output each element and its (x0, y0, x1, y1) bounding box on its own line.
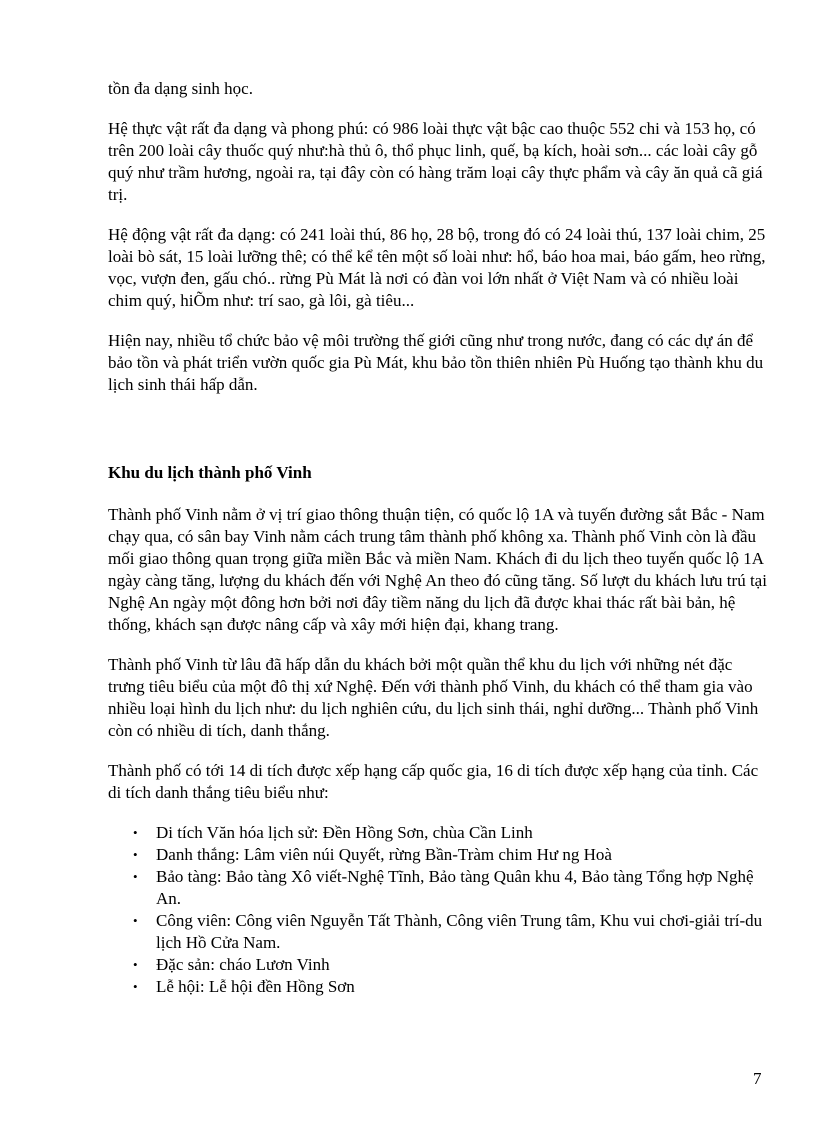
paragraph-vinh-location: Thành phố Vinh nằm ở vị trí giao thông thuận tiện, có quốc lộ 1A và tuyến đường sắt Bắc - Nam chạy qua, có sân bay Vinh nằm cách trung tâm thành phố không xa. Thành phố Vinh còn là đầu mối giao thông quan trọng giữa miền Bắc và miền Nam. Khách đi du lịch theo tuyến quốc lộ 1A ngày càng tăng, lượng du khách đến với Nghệ An theo đó cũng tăng. Số lượt du khách lưu trú tại Nghệ An ngày một đông hơn bởi nơi đây tiềm năng du lịch đã được khai thác rất bài bản, hệ thống, khách sạn được nâng cấp và xây mới hiện đại, khang trang. (108, 505, 767, 634)
document-page (108, 78, 772, 998)
list-item-text: Đặc sản: cháo Lươn Vinh (156, 955, 330, 974)
list-item-text: Lễ hội: Lễ hội đền Hồng Sơn (156, 977, 355, 996)
list-item (108, 954, 772, 976)
list-item (108, 822, 772, 844)
paragraph-flora: Hệ thực vật rất đa dạng và phong phú: có 986 loài thực vật bậc cao thuộc 552 chi và 153 họ, có trên 200 loài cây thuốc quý như:hà thủ ô, thổ phục linh, quế, bạ kích, hoài sơn... các loài cây gỗ quý như trầm hương, ngoài ra, tại đây còn có hàng trăm loại cây thực phẩm và cây ăn quả cã giá trị. (108, 119, 763, 204)
bullet-icon: • (133, 979, 138, 994)
paragraph-vinh-attraction: Thành phố Vinh từ lâu đã hấp dẫn du khách bởi một quần thể khu du lịch với những nét đặc trưng tiêu biểu của một đô thị xứ Nghệ. Đến với thành phố Vinh, du khách có thể tham gia vào nhiều loại hình du lịch như: du lịch nghiên cứu, du lịch sinh thái, nghỉ dưỡng... Thành phố Vinh còn có nhiều di tích, danh thắng. (108, 655, 759, 740)
list-item (108, 844, 772, 866)
bullet-icon: • (133, 957, 138, 972)
paragraph-vinh-relics: Thành phố có tới 14 di tích được xếp hạng cấp quốc gia, 16 di tích được xếp hạng của tỉnh. Các di tích danh thắng tiêu biểu như: (108, 761, 759, 802)
list-item (108, 976, 772, 998)
paragraph-conservation: Hiện nay, nhiều tổ chức bảo vệ môi trường thế giới cũng như trong nước, đang có các dự án để bảo tồn và phát triển vườn quốc gia Pù Mát, khu bảo tồn thiên nhiên Pù Huống tạo thành khu du lịch sinh thái hấp dẫn. (108, 331, 764, 394)
list-item-text: Bảo tàng: Bảo tàng Xô viết-Nghệ Tĩnh, Bảo tàng Quân khu 4, Bảo tàng Tổng hợp Nghệ An. (156, 867, 754, 908)
bullet-icon: • (133, 869, 138, 884)
bullet-icon: • (133, 825, 138, 840)
relic-list (108, 822, 772, 998)
list-item (108, 910, 772, 954)
list-item-text: Danh thắng: Lâm viên núi Quyết, rừng Bần-Tràm chim Hư ng Hoà (156, 845, 612, 864)
list-item (108, 866, 772, 910)
paragraph-intro-end: tồn đa dạng sinh học. (108, 79, 253, 98)
paragraph-fauna: Hệ động vật rất đa dạng: có 241 loài thú, 86 họ, 28 bộ, trong đó có 24 loài thú, 137 loài chim, 25 loài bò sát, 15 loài lưỡng thê; có thể kể tên một số loài như: hổ, báo hoa mai, báo gấm, heo rừng, vọc, vượn đen, gấu chó.. rừng Pù Mát là nơi có đàn voi lớn nhất ở Việt Nam và có nhiều loài chim quý, hiÕm như: trí sao, gà lôi, gà tiêu... (108, 225, 766, 310)
list-item-text: Di tích Văn hóa lịch sử: Đền Hồng Sơn, chùa Cần Linh (156, 823, 533, 842)
section-heading: Khu du lịch thành phố Vinh (108, 463, 312, 482)
page-number: 7 (753, 1069, 762, 1088)
list-item-text: Công viên: Công viên Nguyễn Tất Thành, Công viên Trung tâm, Khu vui chơi-giải trí-du lịch Hồ Cửa Nam. (156, 911, 763, 952)
bullet-icon: • (133, 847, 138, 862)
bullet-icon: • (133, 913, 138, 928)
